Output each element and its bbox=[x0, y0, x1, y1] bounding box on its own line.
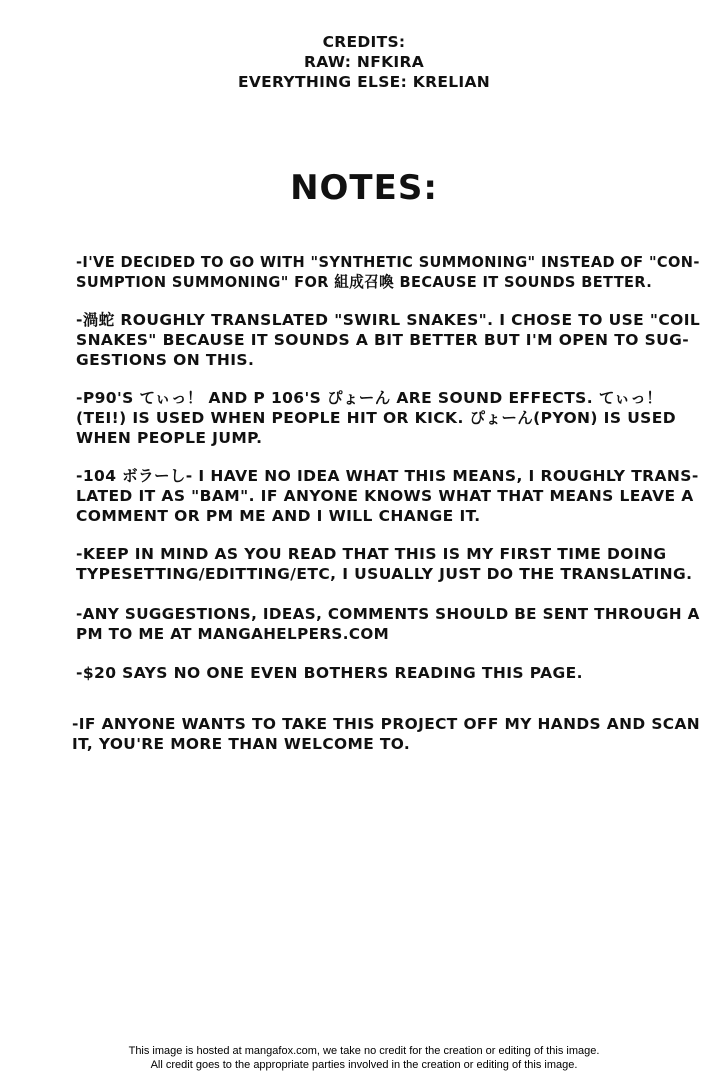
credits-block bbox=[0, 32, 728, 92]
note-take-project bbox=[72, 714, 705, 754]
disclaimer-line: This image is hosted at mangafox.com, we take no credit for the creation or editing of this image. bbox=[128, 1045, 600, 1057]
note-line: -IF ANYONE WANTS TO TAKE THIS PROJECT OFF MY HANDS AND SCAN bbox=[72, 715, 701, 733]
note-line: -P90'S てぃっ！ AND P 106'S ぴょーん ARE SOUND EFFECTS. てぃっ！ bbox=[76, 389, 663, 407]
note-line: IT, YOU'RE MORE THAN WELCOME TO. bbox=[72, 735, 411, 753]
note-line: LATED IT AS "BAM". IF ANYONE KNOWS WHAT THAT MEANS LEAVE A bbox=[76, 487, 694, 505]
credits-everything-else: EVERYTHING ELSE: KRELIAN bbox=[237, 73, 491, 91]
notes-title: NOTES: bbox=[290, 168, 438, 208]
note-line: (TEI!) IS USED WHEN PEOPLE HIT OR KICK. ぴょーん(PYON) IS USED bbox=[76, 409, 676, 427]
credits-raw: RAW: NFKIRA bbox=[303, 53, 425, 71]
note-line: COMMENT OR PM ME AND I WILL CHANGE IT. bbox=[76, 507, 481, 525]
note-suggestions bbox=[76, 604, 714, 644]
note-line: -渦蛇 ROUGHLY TRANSLATED "SWIRL SNAKES". I CHOSE TO USE "COIL bbox=[76, 311, 701, 329]
note-line: TYPESETTING/EDITTING/ETC, I USUALLY JUST DO THE TRANSLATING. bbox=[76, 565, 693, 583]
disclaimer-line: All credit goes to the appropriate parties involved in the creation or editing of this image. bbox=[150, 1059, 578, 1071]
note-coil-snakes bbox=[76, 310, 700, 370]
note-line: -$20 SAYS NO ONE EVEN BOTHERS READING THIS PAGE. bbox=[76, 664, 583, 682]
note-line: -I'VE DECIDED TO GO WITH "SYNTHETIC SUMMONING" INSTEAD OF "CON- bbox=[76, 253, 700, 271]
hosting-disclaimer bbox=[0, 1044, 728, 1072]
note-sound-effects bbox=[76, 388, 676, 448]
note-line: SUMPTION SUMMONING" FOR 組成召喚 BECAUSE IT SOUNDS BETTER. bbox=[76, 273, 653, 291]
credits-heading: CREDITS: bbox=[322, 33, 406, 51]
note-synthetic-summoning bbox=[76, 252, 728, 292]
note-twenty-dollars bbox=[76, 663, 583, 683]
note-bam bbox=[76, 466, 699, 526]
note-line: PM TO ME AT MANGAHELPERS.COM bbox=[76, 625, 390, 643]
note-line: SNAKES" BECAUSE IT SOUNDS A BIT BETTER BUT I'M OPEN TO SUG- bbox=[76, 331, 690, 349]
note-line: -104 ボラーし- I HAVE NO IDEA WHAT THIS MEANS, I ROUGHLY TRANS- bbox=[76, 467, 699, 485]
note-line: -ANY SUGGESTIONS, IDEAS, COMMENTS SHOULD BE SENT THROUGH A bbox=[76, 605, 700, 623]
note-line: GESTIONS ON THIS. bbox=[76, 351, 255, 369]
note-line: -KEEP IN MIND AS YOU READ THAT THIS IS MY FIRST TIME DOING bbox=[76, 545, 667, 563]
note-line: WHEN PEOPLE JUMP. bbox=[76, 429, 263, 447]
note-first-time bbox=[76, 544, 692, 584]
